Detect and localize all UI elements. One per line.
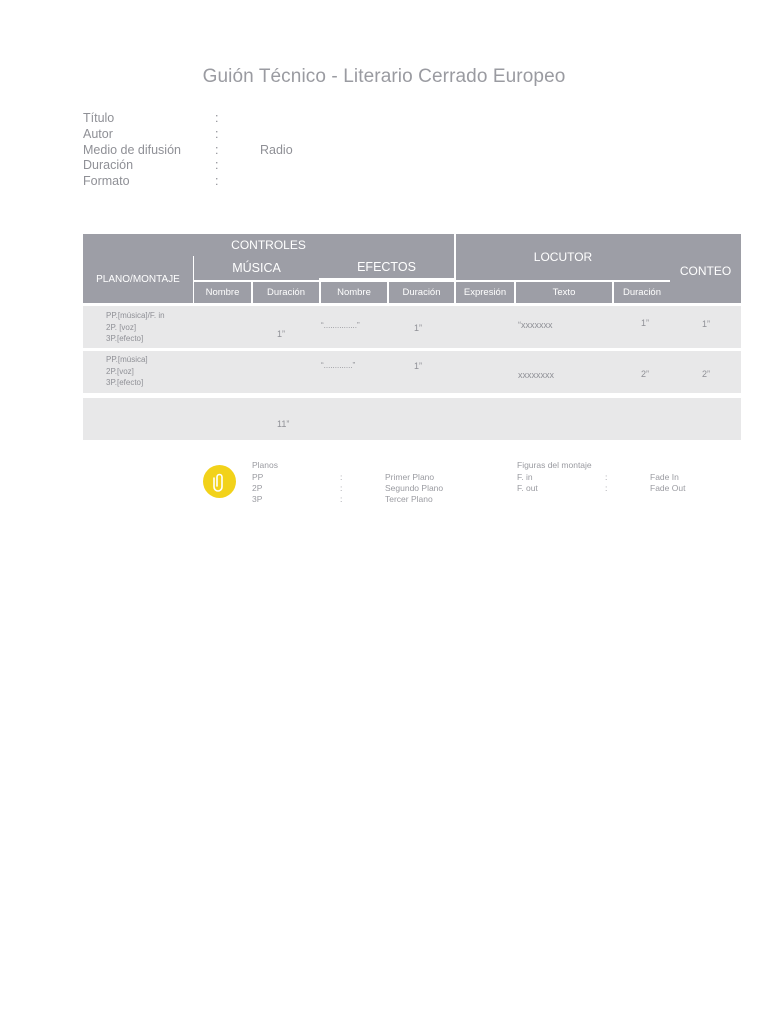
meta-label-autor: Autor (83, 127, 113, 141)
row2-efectos-nombre: “.............” (321, 361, 356, 370)
legend-colon: : (605, 483, 608, 493)
paperclip-icon (203, 465, 236, 498)
row1-efectos-duracion: 1” (414, 323, 423, 333)
legend-colon: : (605, 472, 608, 482)
legend-colon: : (340, 494, 343, 504)
meta-colon: : (215, 127, 219, 141)
page-title: Guión Técnico - Literario Cerrado Europeo (202, 66, 566, 87)
header-locutor: LOCUTOR (456, 234, 670, 280)
row1-musica-duracion: 1” (277, 329, 286, 339)
row1-locutor-texto: “xxxxxxx (518, 320, 553, 330)
row2-locutor-texto: xxxxxxxx (518, 370, 554, 380)
header-locutor-duracion: Duración (614, 282, 670, 303)
meta-colon: : (215, 174, 219, 188)
row1-plano (106, 310, 165, 345)
header-conteo: CONTEO (670, 234, 741, 303)
row2-conteo: 2” (702, 369, 711, 379)
header-musica-duracion: Duración (253, 282, 319, 303)
header-efectos-duracion: Duración (389, 282, 454, 303)
legend-abbr: F. in (517, 472, 533, 482)
header-plano-montaje: PLANO/MONTAJE (83, 256, 193, 303)
total-duracion: 11” (277, 419, 290, 429)
meta-colon: : (215, 143, 219, 157)
legend-planos-title: Planos (252, 460, 278, 470)
header-efectos-nombre: Nombre (321, 282, 387, 303)
legend-meaning: Segundo Plano (385, 483, 444, 493)
row2-efectos-duracion: 1” (414, 361, 423, 371)
legend-abbr: F. out (517, 483, 538, 493)
legend-meaning: Fade Out (650, 483, 686, 493)
legend-colon: : (340, 483, 343, 493)
plano-line: 3P.[efecto] (106, 378, 144, 387)
meta-label-titulo: Título (83, 111, 115, 125)
row2-plano (106, 354, 148, 389)
legend-abbr: PP (252, 472, 264, 482)
meta-colon: : (215, 158, 219, 172)
plano-line: 3P.[efecto] (106, 334, 144, 343)
header-musica-nombre: Nombre (194, 282, 251, 303)
plano-line: 2P. [voz] (106, 322, 137, 332)
legend-abbr: 2P (252, 483, 263, 493)
legend-colon: : (340, 472, 343, 482)
meta-label-duracion: Duración (83, 158, 134, 172)
header-locutor-expresion: Expresión (456, 282, 514, 303)
row1-efectos-nombre: “...............” (321, 321, 360, 330)
meta-value-medio: Radio (260, 143, 293, 157)
header-musica: MÚSICA (194, 256, 319, 280)
legend-badge (203, 465, 236, 498)
legend-figuras-title: Figuras del montaje (517, 460, 592, 470)
header-controles: CONTROLES (83, 234, 454, 256)
row1-conteo: 1” (702, 319, 711, 329)
legend-meaning: Primer Plano (385, 472, 435, 482)
plano-line: PP.[música] (106, 355, 148, 364)
legend-meaning: Fade In (650, 472, 679, 482)
plano-line: PP.[música]/F. in (106, 311, 165, 320)
meta-label-formato: Formato (83, 174, 130, 188)
legend-meaning: Tercer Plano (385, 494, 433, 504)
header-efectos: EFECTOS (319, 256, 454, 278)
table-total-row (83, 398, 741, 440)
plano-line: 2P.[voz] (106, 366, 134, 376)
row2-locutor-duracion: 2” (641, 369, 650, 379)
header-locutor-texto: Texto (516, 282, 612, 303)
row1-locutor-duracion: 1” (641, 318, 650, 328)
meta-colon: : (215, 111, 219, 125)
legend-abbr: 3P (252, 494, 263, 504)
meta-label-medio: Medio de difusión (83, 143, 181, 157)
